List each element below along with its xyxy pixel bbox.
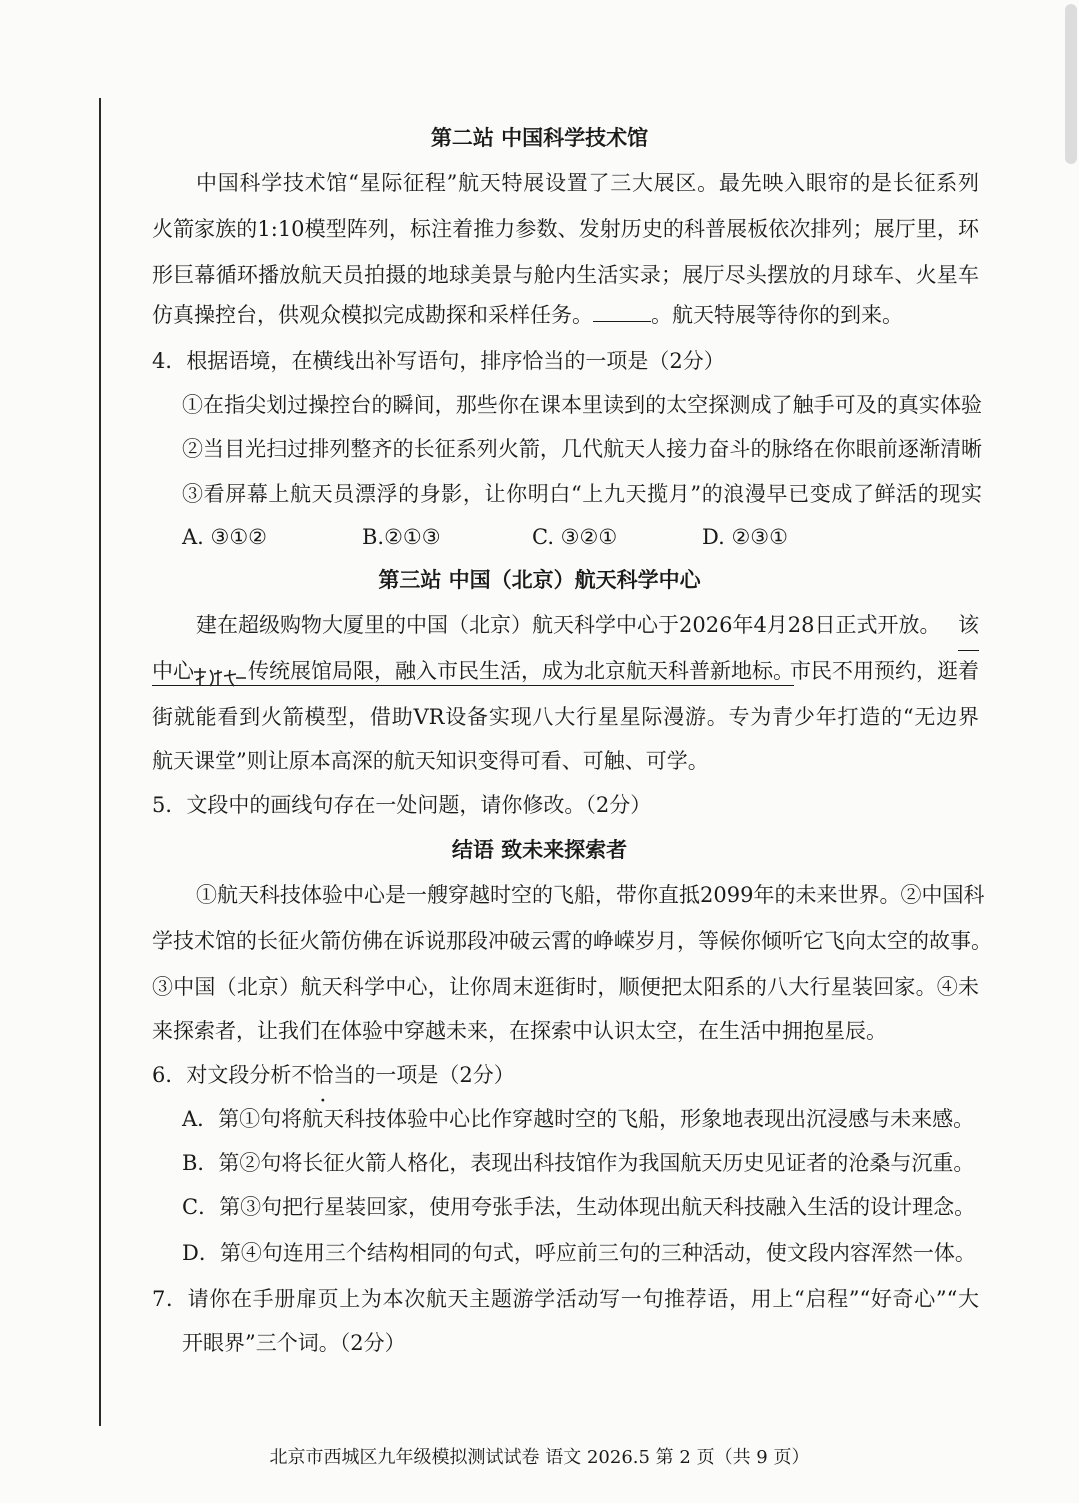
end-line-2: 学技术馆的长征火箭仿佛在诉说那段冲破云霄的峥嵘岁月，等候你倾听它飞向太空的故事。 (152, 929, 992, 953)
s2-line-4 (152, 292, 903, 338)
s3-line-1-text: 建在超级购物大厦里的中国（北京）航天科学中心于2026年4月28日正式开放。 (196, 613, 941, 637)
q4-option-d[interactable]: D. ②③① (702, 525, 788, 549)
handwritten-mark (194, 658, 248, 678)
underlined-sentence (152, 659, 794, 686)
underlined-tail: 传统展馆局限，融入市民生活，成为北京航天科普新地标。 (248, 659, 794, 683)
end-line-1: ①航天科技体验中心是一艘穿越时空的飞船，带你直抵2099年的未来世界。②中国科 (196, 883, 985, 907)
q6-stem-a: 6．对文段分析 (152, 1063, 292, 1087)
page-footer: 北京市西城区九年级模拟测试试卷 语文 2026.5 第 2 页（共 9 页） (269, 1447, 810, 1468)
section-title-station-2: 第二站 中国科学技术馆 (430, 125, 649, 150)
s3-line-2-rest: 市民不用预约，逛着 (790, 659, 979, 683)
emphasis-dotted: 不恰当 (291, 1063, 355, 1087)
q6-option-c[interactable]: C．第③句把行星装回家，使用夸张手法，生动体现出航天科技融入生活的设计理念。 (182, 1195, 976, 1219)
end-line-4: 来探索者，让我们在体验中穿越未来，在探索中认识太空，在生活中拥抱星辰。 (152, 1019, 887, 1043)
question-5: 5．文段中的画线句存在一处问题，请你修改。（2分） (152, 793, 652, 817)
q4-item-1: ①在指尖划过操控台的瞬间，那些你在课本里读到的太空探测成了触手可及的真实体验 (182, 393, 982, 417)
s2-line-2: 火箭家族的1:10模型阵列，标注着推力参数、发射历史的科普展板依次排列；展厅里，环 (152, 217, 979, 241)
underlined-head: 中心 (152, 659, 194, 683)
underlined-sentence-start: 该 (958, 602, 979, 651)
q6-option-a[interactable]: A．第①句将航天科技体验中心比作穿越时空的飞船，形象地表现出沉浸感与未来感。 (182, 1107, 975, 1131)
s3-line-1 (196, 602, 979, 648)
section-title-ending: 结语 致未来探索者 (451, 837, 628, 862)
q4-item-3: ③看屏幕上航天员漂浮的身影，让你明白“上九天揽月”的浪漫早已变成了鲜活的现实 (182, 482, 982, 506)
margin-rule (99, 98, 101, 1426)
q4-option-b[interactable]: B.②①③ (362, 525, 441, 549)
s3-line-3: 街就能看到火箭模型，借助VR设备实现八大行星星际漫游。专为青少年打造的“无边界 (152, 705, 979, 729)
section-title-station-3: 第三站 中国（北京）航天科学中心 (378, 567, 701, 592)
s3-line-4: 航天课堂”则让原本高深的航天知识变得可看、可触、可学。 (152, 749, 709, 773)
fill-in-blank[interactable] (593, 303, 651, 322)
q6-option-b[interactable]: B．第②句将长征火箭人格化，表现出科技馆作为我国航天历史见证者的沧桑与沉重。 (182, 1151, 975, 1175)
end-line-3: ③中国（北京）航天科学中心，让你周末逛街时，顺便把太阳系的八大行星装回家。④未 (152, 975, 979, 999)
q4-item-2: ②当目光扫过排列整齐的长征系列火箭，几代航天人接力奋斗的脉络在你眼前逐渐清晰 (182, 437, 982, 461)
question-6-stem (152, 1052, 515, 1098)
question-7-line-1: 7．请你在手册扉页上为本次航天主题游学活动写一句推荐语，用上“启程”“好奇心”“大 (152, 1287, 979, 1311)
q4-option-c[interactable]: C. ③②① (532, 525, 618, 549)
s2-line-4-text-a: 仿真操控台，供观众模拟完成勘探和采样任务。 (152, 303, 593, 327)
q4-option-a[interactable]: A. ③①② (182, 525, 267, 549)
s3-line-2 (152, 648, 979, 694)
s2-line-3: 形巨幕循环播放航天员拍摄的地球美景与舱内生活实录；展厅尽头摆放的月球车、火星车 (152, 263, 979, 287)
s2-line-1: 中国科学技术馆“星际征程”航天特展设置了三大展区。最先映入眼帘的是长征系列 (196, 171, 979, 195)
question-7-line-2: 开眼界”三个词。（2分） (182, 1331, 406, 1355)
s2-line-4-text-b: 。航天特展等待你的到来。 (651, 303, 903, 327)
q6-option-d[interactable]: D．第④句连用三个结构相同的句式，呼应前三句的三种活动，使文段内容浑然一体。 (182, 1241, 976, 1265)
q6-stem-c: 的一项是（2分） (354, 1063, 515, 1087)
question-4-stem: 4．根据语境，在横线出补写语句，排序恰当的一项是（2分） (152, 349, 725, 373)
